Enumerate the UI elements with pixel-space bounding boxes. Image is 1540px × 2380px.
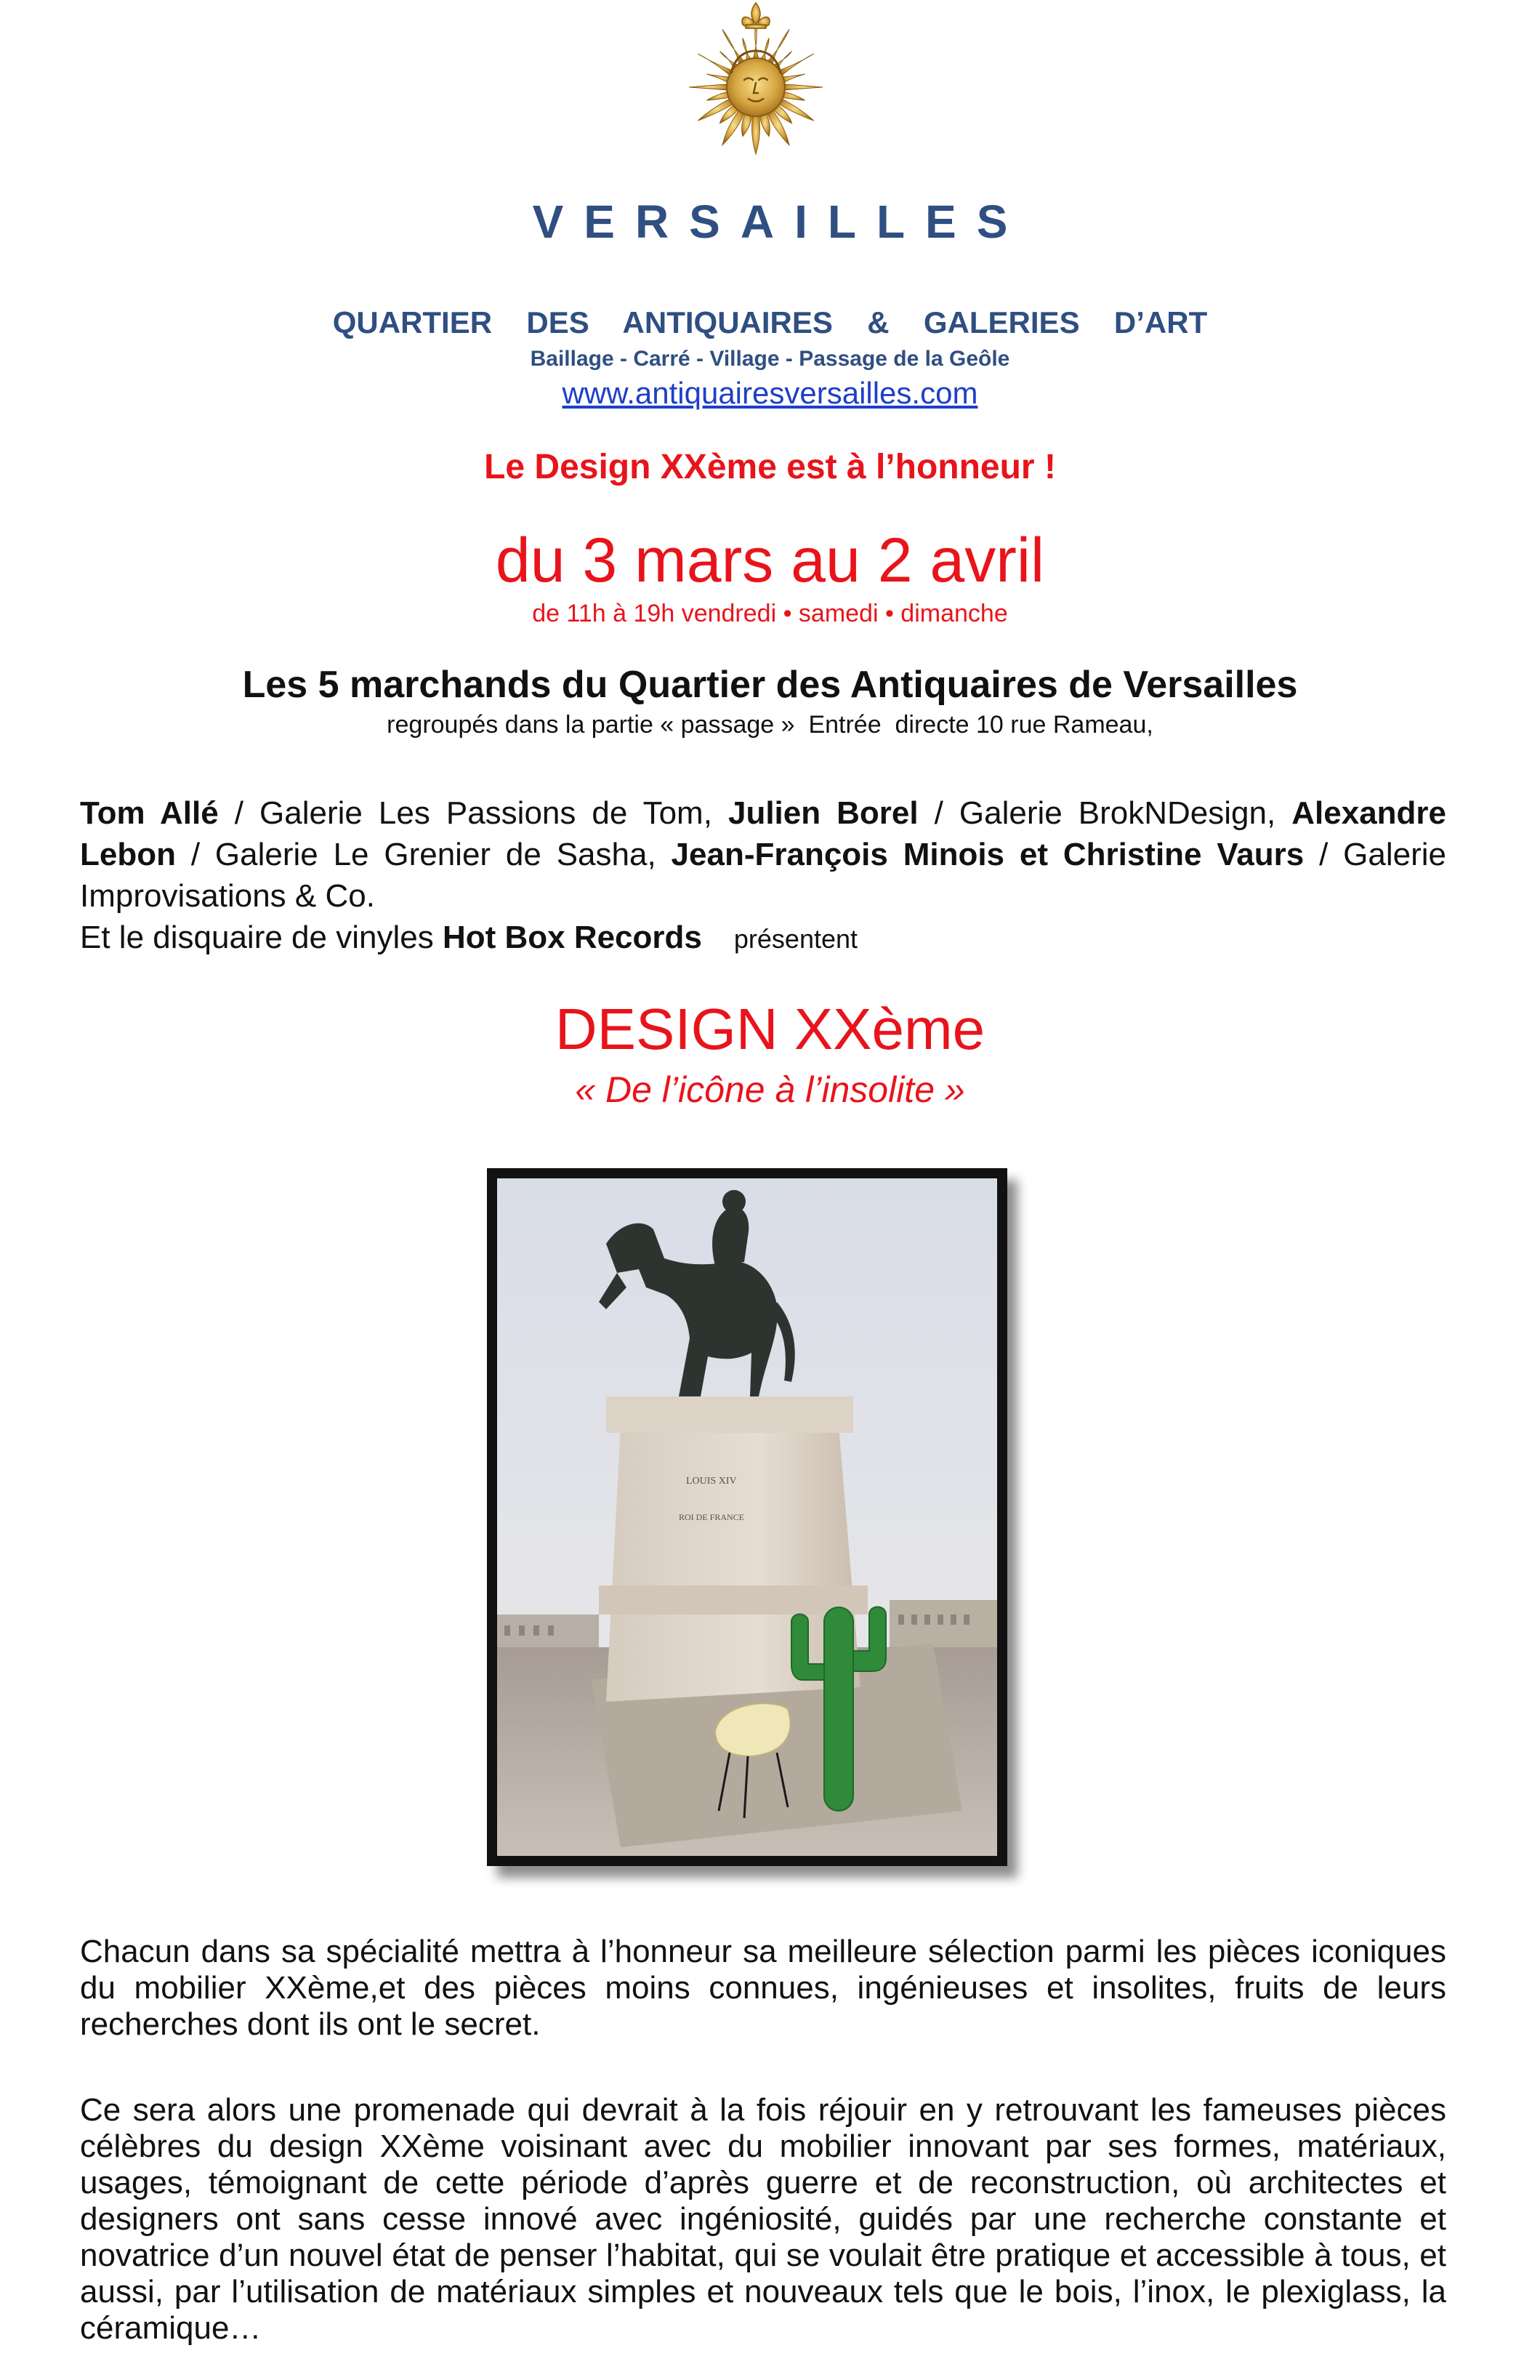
records-verb: présentent <box>733 924 858 954</box>
plaque-text-1: LOUIS XIV <box>686 1476 737 1487</box>
sun-ray <box>783 84 823 90</box>
statue-photo <box>487 1168 1007 1866</box>
event-headline: Le Design XXème est à l’honneur ! <box>484 448 1056 486</box>
sun-ray <box>752 115 760 154</box>
brand-name: VERSAILLES <box>532 196 1028 248</box>
body-paragraph-1: Chacun dans sa spécialité mettra à l’honneur sa meilleure sélection parmi les pièces iconiques du mobilier XXème,et des pièces moins connues, ingénieuses et insolites, fruits de leurs recherches dont ils ont le secret. <box>80 1934 1446 2042</box>
quarter-title: QUARTIER DES ANTIQUAIRES & GALERIES D’ART <box>332 305 1208 339</box>
event-hours: de 11h à 19h vendredi • samedi • dimanche <box>532 600 1008 627</box>
sun-ray <box>767 29 789 65</box>
quarter-zones: Baillage - Carré - Village - Passage de la Geôle <box>530 347 1010 371</box>
exhibition-title: DESIGN XXème <box>555 997 985 1061</box>
merchants-title: Les 5 marchands du Quartier des Antiquaires de Versailles <box>242 664 1298 706</box>
website-wrapper <box>0 376 1540 411</box>
merchant-name: Jean-François Minois et Christine Vaurs <box>671 837 1305 872</box>
sun-ray <box>778 54 814 76</box>
records-name: Hot Box Records <box>442 920 702 955</box>
merchants-list <box>80 792 1446 917</box>
statue-scene-image <box>497 1178 997 1856</box>
records-line <box>80 917 1446 960</box>
plaque-text-2: ROI DE FRANCE <box>679 1512 745 1522</box>
merchant-gallery: / Galerie Les Passions de Tom, <box>218 795 728 831</box>
records-intro: Et le disquaire de vinyles <box>80 920 443 955</box>
sun-emblem-icon <box>683 0 829 182</box>
merchant-gallery: / Galerie Improvisations & Co. <box>80 837 1446 914</box>
merchant-name: Tom Allé <box>80 795 219 831</box>
sun-ray <box>722 29 745 65</box>
body-paragraph-2: Ce sera alors une promenade qui devrait à la fois réjouir en y retrouvant les fameuses pièces célèbres du design XXème voisinant avec du mobilier innovant par ses formes, matériaux, usages, témoignant de cette période d’après guerre et de reconstruction, où architectes et designers ont sans cesse innové avec ingéniosité, guidés par une recherche constante et novatrice d’un nouvel état de penser l’habitat, qui se voulait être pratique et accessible à tous, et aussi, par l’utilisation de matériaux simples et nouveaux tels que le bois, l’inox, le plexiglass, la céramique… <box>80 2092 1446 2346</box>
sun-ray <box>689 84 728 90</box>
event-dates: du 3 mars au 2 avril <box>495 526 1045 595</box>
merchant-name: Alexandre Lebon <box>80 795 1447 872</box>
merchants-subtitle: regroupés dans la partie « passage » Entrée directe 10 rue Rameau, <box>387 711 1153 739</box>
merchant-name: Julien Borel <box>727 795 919 831</box>
website-link[interactable]: www.antiquairesversailles.com <box>562 376 978 410</box>
merchant-gallery: / Galerie Le Grenier de Sasha, <box>175 837 672 872</box>
sun-ray <box>698 54 733 76</box>
sun-king-logo <box>683 0 829 182</box>
merchant-gallery: / Galerie BrokNDesign, <box>918 795 1292 831</box>
exhibition-subtitle: « De l’icône à l’insolite » <box>575 1069 965 1110</box>
